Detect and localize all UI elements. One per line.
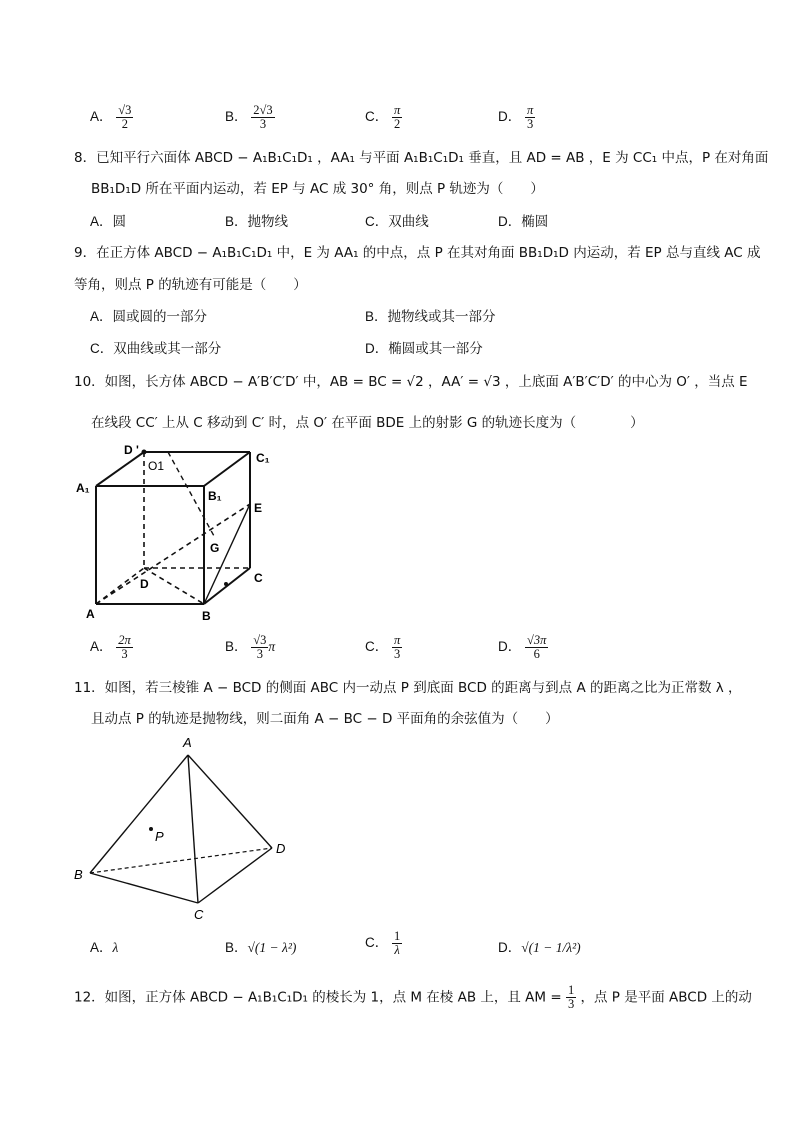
label-e: E (254, 501, 263, 515)
label-c: C (254, 571, 263, 585)
q11-line2: 且动点 P 的轨迹是抛物线，则二面角 A − BC − D 平面角的余弦值为（ ） (91, 711, 559, 727)
option-letter: C． (365, 935, 389, 951)
q12-fraction (566, 984, 576, 1011)
frac-num: π (394, 103, 401, 117)
q11-option-c (365, 930, 402, 957)
label-d1: D ' (124, 443, 139, 457)
option-text: √(1 − λ²) (247, 940, 297, 955)
edge (188, 755, 272, 848)
q8-option-a: A．圆 (90, 214, 127, 229)
frac-den: λ (394, 943, 400, 958)
option-fraction (251, 634, 268, 661)
frac-den: 3 (256, 647, 263, 662)
q11-option-d (498, 936, 581, 956)
q8-line2: BB₁D₁D 所在平面内运动，若 EP 与 AC 成 30° 角，则点 P 轨迹为（ ） (91, 181, 544, 197)
q10-option-b (225, 634, 275, 661)
q10-line2: 在线段 CC′ 上从 C 移动到 C′ 时，点 O′ 在平面 BDE 上的射影 G 的轨迹长度为（ ） (91, 415, 644, 431)
option-letter: A． (90, 940, 113, 955)
q11-figure-pyramid (70, 733, 300, 923)
label-o1: O1 (148, 459, 165, 473)
q11-option-a (90, 936, 118, 956)
q8-option-d: D．椭圆 (498, 214, 549, 229)
option-letter: B． (225, 940, 248, 955)
q8-option-c: C．双曲线 (365, 214, 429, 229)
q11-line1: 11．如图，若三棱锥 A − BCD 的侧面 ABC 内一动点 P 到底面 BCD 的距离与到点 A 的距离之比为正常数 λ ， (74, 680, 742, 696)
edge (188, 755, 198, 903)
frac-den: 3 (121, 647, 128, 662)
q10-option-d (498, 634, 548, 661)
option-tail: π (268, 639, 276, 655)
frac-den: 6 (533, 647, 540, 662)
q12-line1 (74, 984, 752, 1011)
q9-line2: 等角，则点 P 的轨迹有可能是（ ） (74, 277, 307, 293)
label-c1: C₁ (256, 451, 270, 465)
frac-den: 3 (527, 117, 534, 132)
q10-figure-cuboid (72, 436, 272, 626)
option-letter: D． (498, 639, 522, 655)
point (224, 582, 228, 586)
q7-option-d (498, 104, 535, 131)
q7-option-a (90, 104, 133, 131)
q10-line1: 10．如图，长方体 ABCD − A′B′C′D′ 中，AB = BC = √2 ，AA′ = √3 ，上底面 A′B′C′D′ 的中心为 O′ ，当点 E (74, 374, 748, 390)
frac-den: 2 (121, 117, 128, 132)
label-a: A (183, 735, 192, 750)
option-letter: A． (90, 639, 113, 655)
q11-option-b (225, 936, 296, 956)
q8-line1: 8．已知平行六面体 ABCD − A₁B₁C₁D₁ ，AA₁ 与平面 A₁B₁C₁D₁ 垂直，且 AD = AB ，E 为 CC₁ 中点，P 在对角面 (74, 150, 769, 166)
label-d: D (140, 577, 149, 591)
frac-num: π (527, 103, 534, 117)
option-fraction (251, 104, 274, 131)
frac-num: √3 (118, 103, 132, 117)
frac-den: 3 (394, 647, 401, 662)
frac-num: π (394, 633, 401, 647)
option-fraction (525, 104, 535, 131)
q12-text-b: ，点 P 是平面 ABCD 上的动 (580, 989, 752, 1006)
option-fraction (392, 634, 402, 661)
label-b: B (74, 867, 83, 882)
option-fraction (392, 104, 402, 131)
hidden-edge (90, 848, 272, 873)
edge (96, 452, 144, 486)
edge (204, 568, 250, 604)
option-fraction (116, 634, 133, 661)
option-letter: D． (498, 109, 522, 125)
point-p (149, 827, 153, 831)
point (142, 450, 147, 455)
frac-den: 3 (259, 117, 267, 132)
option-letter: B． (225, 109, 248, 125)
option-letter: D． (498, 940, 522, 955)
option-letter: C． (365, 109, 389, 125)
q9-option-a: A．圆或圆的一部分 (90, 309, 208, 324)
q7-option-c (365, 104, 402, 131)
label-b: B (202, 609, 211, 623)
q7-option-b (225, 104, 275, 131)
option-fraction (392, 930, 402, 957)
frac-den: 2 (394, 117, 401, 132)
q9-option-d: D．椭圆或其一部分 (365, 341, 483, 356)
q9-option-c: C．双曲线或其一部分 (90, 341, 222, 356)
label-a: A (86, 607, 95, 621)
edge (90, 755, 188, 873)
option-fraction (116, 104, 133, 131)
frac-num: 2√3 (253, 103, 273, 117)
edge (90, 873, 198, 903)
label-c: C (194, 907, 204, 922)
q10-option-c (365, 634, 402, 661)
frac-den: 3 (567, 997, 575, 1012)
option-fraction (525, 634, 548, 661)
option-letter: C． (365, 639, 389, 655)
frac-num: √3π (527, 633, 547, 647)
label-b1: B₁ (208, 489, 222, 503)
label-a1: A₁ (76, 481, 90, 495)
q9-option-b: B．抛物线或其一部分 (365, 309, 496, 324)
q8-option-b: B．抛物线 (225, 214, 289, 229)
edge (204, 452, 250, 486)
frac-num: 2π (118, 633, 131, 647)
label-p: P (155, 829, 164, 844)
frac-num: 1 (567, 983, 575, 997)
q12-text-a: 12．如图，正方体 ABCD − A₁B₁C₁D₁ 的棱长为 1，点 M 在棱 AB 上，且 AM = (74, 989, 562, 1006)
option-text: √(1 − 1/λ²) (521, 940, 581, 955)
frac-num: 1 (394, 929, 401, 943)
hidden-edge (96, 568, 144, 604)
q10-option-a (90, 634, 133, 661)
q9-line1: 9．在正方体 ABCD − A₁B₁C₁D₁ 中，E 为 AA₁ 的中点，点 P 在其对角面 BB₁D₁D 内运动，若 EP 总与直线 AC 成 (74, 245, 761, 261)
label-g: G (210, 541, 220, 555)
option-letter: B． (225, 639, 248, 655)
label-d: D (276, 841, 286, 856)
frac-num: √3 (253, 633, 267, 647)
option-letter: A． (90, 109, 113, 125)
option-text: λ (112, 940, 119, 955)
hidden-edge (144, 568, 204, 604)
